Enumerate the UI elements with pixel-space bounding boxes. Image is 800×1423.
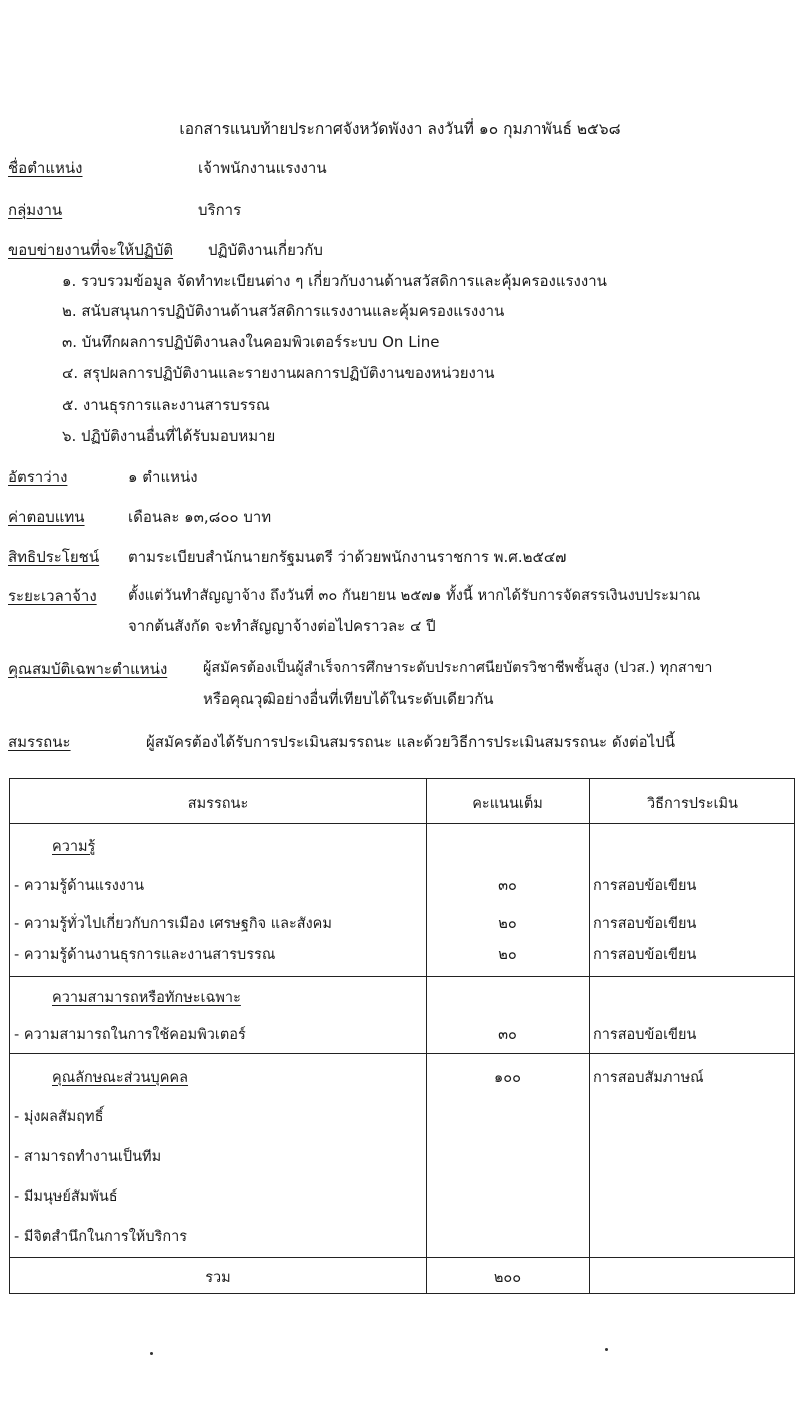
knowledge-method: การสอบข้อเขียน <box>593 947 697 963</box>
period-line2: จากต้นสังกัด จะทำสัญญาจ้างต่อไปคราวละ ๔ ปี <box>128 617 436 635</box>
header-competency: สมรรถนะ <box>187 796 249 812</box>
header-full-score: คะแนนเต็ม <box>472 796 543 812</box>
qualification-label: คุณสมบัติเฉพาะตำแหน่ง <box>8 660 168 678</box>
benefits-label: สิทธิประโยชน์ <box>8 548 100 566</box>
qualification-line2: หรือคุณวุฒิอย่างอื่นที่เทียบได้ในระดับเดียวกัน <box>203 690 494 708</box>
knowledge-method: การสอบข้อเขียน <box>593 878 697 894</box>
scan-speck <box>150 1352 153 1355</box>
header-method: วิธีการประเมิน <box>647 796 738 812</box>
personal-score: ๑๐๐ <box>494 1070 521 1086</box>
knowledge-score: ๒๐ <box>498 947 517 963</box>
knowledge-method: การสอบข้อเขียน <box>593 916 697 932</box>
salary-value: เดือนละ ๑๓,๘๐๐ บาท <box>128 508 272 526</box>
knowledge-item: - ความรู้ทั่วไปเกี่ยวกับการเมือง เศรษฐกิจ และสังคม <box>14 916 332 932</box>
knowledge-score: ๓๐ <box>498 878 517 894</box>
skill-method: การสอบข้อเขียน <box>593 1027 697 1043</box>
group-value: บริการ <box>198 201 242 219</box>
competency-table <box>9 778 795 1294</box>
duty-item: ๓. บันทึกผลการปฏิบัติงานลงในคอมพิวเตอร์ระบบ On Line <box>62 333 440 351</box>
period-label: ระยะเวลาจ้าง <box>8 587 97 605</box>
period-line1: ตั้งแต่วันทำสัญญาจ้าง ถึงวันที่ ๓๐ กันยายน ๒๕๗๑ ทั้งนี้ หากได้รับการจัดสรรเงินงบประมาณ <box>128 587 701 604</box>
document-header: เอกสารแนบท้ายประกาศจังหวัดพังงา ลงวันที่ ๑๐ กุมภาพันธ์ ๒๕๖๘ <box>179 120 621 138</box>
total-score: ๒๐๐ <box>493 1270 522 1286</box>
scope-intro: ปฏิบัติงานเกี่ยวกับ <box>208 241 323 259</box>
salary-label: ค่าตอบแทน <box>8 508 85 526</box>
duty-item: ๔. สรุปผลการปฏิบัติงานและรายงานผลการปฏิบัติงานของหน่วยงาน <box>62 364 495 382</box>
position-value: เจ้าพนักงานแรงงาน <box>198 159 327 177</box>
skill-item: - ความสามารถในการใช้คอมพิวเตอร์ <box>14 1027 246 1043</box>
duty-item: ๕. งานธุรการและงานสารบรรณ <box>62 396 270 414</box>
benefits-value: ตามระเบียบสำนักนายกรัฐมนตรี ว่าด้วยพนักงานราชการ พ.ศ.๒๕๔๗ <box>128 548 567 566</box>
personal-item: - มุ่งผลสัมฤทธิ์ <box>14 1109 104 1125</box>
duty-item: ๖. ปฏิบัติงานอื่นที่ได้รับมอบหมาย <box>62 427 276 445</box>
vacancy-label: อัตราว่าง <box>8 468 68 486</box>
group-label: กลุ่มงาน <box>8 201 63 219</box>
skill-title: ความสามารถหรือทักษะเฉพาะ <box>52 990 241 1006</box>
total-label: รวม <box>205 1270 231 1286</box>
personal-item: - สามารถทำงานเป็นทีม <box>14 1149 162 1165</box>
personal-item: - มีจิตสำนึกในการให้บริการ <box>14 1229 188 1245</box>
competency-value: ผู้สมัครต้องได้รับการประเมินสมรรถนะ และด้วยวิธีการประเมินสมรรถนะ ดังต่อไปนี้ <box>146 733 676 751</box>
vacancy-value: ๑ ตำแหน่ง <box>128 468 198 486</box>
knowledge-score: ๒๐ <box>498 916 517 932</box>
duty-item: ๒. สนับสนุนการปฏิบัติงานด้านสวัสดิการแรงงานและคุ้มครองแรงงาน <box>62 302 505 320</box>
personal-method: การสอบสัมภาษณ์ <box>593 1070 704 1086</box>
skill-score: ๓๐ <box>498 1027 517 1043</box>
duty-item: ๑. รวบรวมข้อมูล จัดทำทะเบียนต่าง ๆ เกี่ยวกับงานด้านสวัสดิการและคุ้มครองแรงงาน <box>62 272 607 290</box>
scan-speck <box>605 1348 608 1351</box>
personal-item: - มีมนุษย์สัมพันธ์ <box>14 1189 118 1205</box>
scope-label: ขอบข่ายงานที่จะให้ปฏิบัติ <box>8 241 174 259</box>
knowledge-item: - ความรู้ด้านงานธุรการและงานสารบรรณ <box>14 947 276 963</box>
position-label: ชื่อตำแหน่ง <box>8 159 83 177</box>
competency-label: สมรรถนะ <box>8 733 71 751</box>
knowledge-title: ความรู้ <box>52 839 96 855</box>
knowledge-item: - ความรู้ด้านแรงงาน <box>14 878 144 894</box>
personal-title: คุณลักษณะส่วนบุคคล <box>52 1070 189 1086</box>
qualification-line1: ผู้สมัครต้องเป็นผู้สำเร็จการศึกษาระดับประกาศนียบัตรวิชาชีพชั้นสูง (ปวส.) ทุกสาขา <box>203 660 713 676</box>
